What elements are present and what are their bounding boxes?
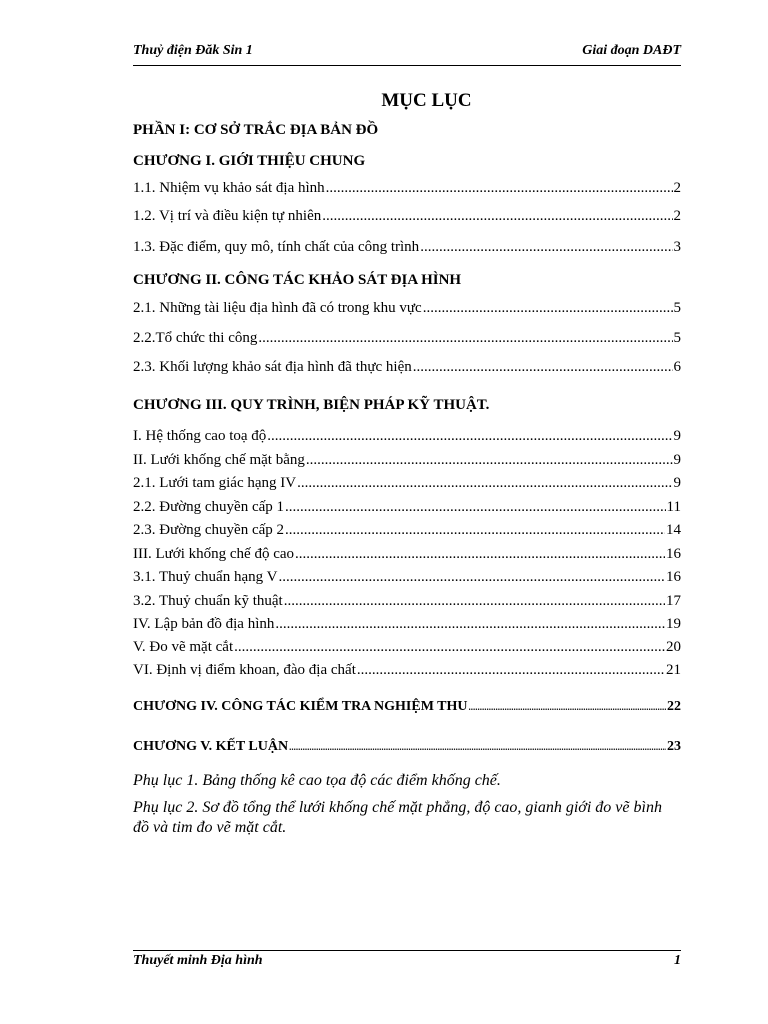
toc-entry-text: 3.1. Thuỷ chuẩn hạng V	[133, 569, 278, 585]
toc-entry[interactable]	[133, 358, 681, 376]
leader-dots	[295, 545, 665, 563]
toc-entry-text: III. Lưới khống chế độ cao	[133, 546, 295, 562]
leader-dots	[297, 474, 672, 492]
header-project: Thuỷ điện Đăk Sin 1	[133, 43, 253, 58]
toc-entry[interactable]	[133, 451, 681, 469]
part-heading: PHẦN I: CƠ SỞ TRẮC ĐỊA BẢN ĐỒ	[133, 122, 379, 138]
chapter-3-heading: CHƯƠNG III. QUY TRÌNH, BIỆN PHÁP KỸ THUẬT.	[133, 397, 490, 413]
leader-dots	[326, 179, 673, 197]
leader-dots	[423, 299, 673, 317]
page-number: 1	[674, 953, 681, 968]
chapter-5-entry[interactable]	[133, 738, 681, 756]
toc-entry-text: 2.1. Những tài liệu địa hình đã có trong khu vực	[133, 300, 422, 316]
toc-entry-page: 9	[673, 452, 681, 468]
leader-dots	[278, 568, 665, 586]
toc-entry-page: 11	[666, 499, 681, 515]
toc-entry[interactable]	[133, 615, 681, 633]
toc-entry-text: 2.3. Khối lượng khảo sát địa hình đã thực hiện	[133, 359, 412, 375]
toc-entry-text: CHƯƠNG V. KẾT LUẬN	[133, 739, 289, 754]
toc-entry-text: 2.2.Tổ chức thi công	[133, 330, 258, 346]
toc-entry[interactable]	[133, 638, 681, 656]
toc-entry-text: II. Lưới khống chế mặt bằng	[133, 452, 305, 468]
appendix-2[interactable]: Phụ lục 2. Sơ đồ tổng thể lưới khống chế mặt phẳng, độ cao, gianh giới đo vẽ bình đồ và tim đo vẽ mặt cắt.	[133, 799, 662, 836]
toc-entry[interactable]	[133, 661, 681, 679]
toc-entry[interactable]	[133, 568, 681, 586]
toc-entry-page: 16	[666, 546, 681, 562]
toc-entry-page: 16	[666, 569, 681, 585]
page-footer	[133, 950, 681, 975]
leader-dots	[420, 238, 672, 256]
toc-entry-text: CHƯƠNG IV. CÔNG TÁC KIỂM TRA NGHIỆM THU	[133, 699, 468, 714]
toc-entry[interactable]	[133, 238, 681, 256]
toc-entry-page: 23	[667, 739, 681, 754]
toc-entry-text: I. Hệ thống cao toạ độ	[133, 428, 267, 444]
toc-entry-page: 5	[673, 330, 681, 346]
toc-entry-text: 2.1. Lưới tam giác hạng IV	[133, 475, 297, 491]
toc-entry[interactable]	[133, 427, 681, 445]
toc-entry-text: 3.2. Thuỷ chuẩn kỹ thuật	[133, 593, 283, 609]
toc-entry-page: 9	[673, 475, 681, 491]
leader-dots	[285, 498, 666, 516]
toc-entry-page: 22	[667, 699, 681, 714]
leader-dots	[267, 427, 672, 445]
toc-entry-page: 21	[666, 662, 681, 678]
leader-dots	[258, 329, 672, 347]
leader-dots	[306, 451, 673, 469]
toc-entry-page: 5	[673, 300, 681, 316]
toc-entry-page: 20	[666, 639, 681, 655]
toc-entry-page: 2	[673, 180, 681, 196]
footer-title: Thuyết minh Địa hình	[133, 953, 263, 968]
toc-entry[interactable]	[133, 207, 681, 225]
toc-entry-text: IV. Lập bản đồ địa hình	[133, 616, 275, 632]
toc-entry[interactable]	[133, 329, 681, 347]
leader-dots	[285, 521, 665, 539]
toc-entry-page: 2	[673, 208, 681, 224]
toc-entry-text: VI. Định vị điểm khoan, đào địa chất	[133, 662, 356, 678]
leader-dots	[413, 358, 673, 376]
leader-dots	[357, 661, 665, 679]
toc-entry-page: 17	[666, 593, 681, 609]
toc-entry[interactable]	[133, 498, 681, 516]
toc-entry-page: 3	[673, 239, 681, 255]
chapter-1-heading: CHƯƠNG I. GIỚI THIỆU CHUNG	[133, 153, 366, 169]
leader-dots	[234, 638, 665, 656]
toc-entry-page: 19	[666, 616, 681, 632]
toc-entry[interactable]	[133, 179, 681, 197]
leader-dots	[289, 738, 666, 756]
toc-entry-text: 1.3. Đặc điểm, quy mô, tính chất của công trình	[133, 239, 420, 255]
leader-dots	[322, 207, 672, 225]
toc-entry-page: 14	[666, 522, 681, 538]
toc-entry-text: 2.2. Đường chuyền cấp 1	[133, 499, 285, 515]
leader-dots	[275, 615, 665, 633]
leader-dots	[284, 592, 665, 610]
header-stage: Giai đoạn DAĐT	[582, 43, 681, 58]
appendix-1[interactable]: Phụ lục 1. Bảng thống kê cao tọa độ các điểm khống chế.	[133, 772, 501, 789]
leader-dots	[469, 698, 667, 716]
toc-entry-text: V. Đo vẽ mặt cắt	[133, 639, 234, 655]
toc-entry-page: 6	[673, 359, 681, 375]
toc-entry-text: 1.1. Nhiệm vụ khảo sát địa hình	[133, 180, 325, 196]
chapter-4-entry[interactable]	[133, 698, 681, 716]
toc-entry[interactable]	[133, 545, 681, 563]
toc-entry-page: 9	[673, 428, 681, 444]
toc-entry[interactable]	[133, 592, 681, 610]
chapter-2-heading: CHƯƠNG II. CÔNG TÁC KHẢO SÁT ĐỊA HÌNH	[133, 272, 462, 288]
toc-entry[interactable]	[133, 474, 681, 492]
toc-title: MỤC LỤC	[381, 90, 472, 111]
toc-entry[interactable]	[133, 299, 681, 317]
page-header	[133, 41, 681, 66]
toc-entry-text: 2.3. Đường chuyền cấp 2	[133, 522, 285, 538]
toc-entry-text: 1.2. Vị trí và điều kiện tự nhiên	[133, 208, 322, 224]
toc-entry[interactable]	[133, 521, 681, 539]
